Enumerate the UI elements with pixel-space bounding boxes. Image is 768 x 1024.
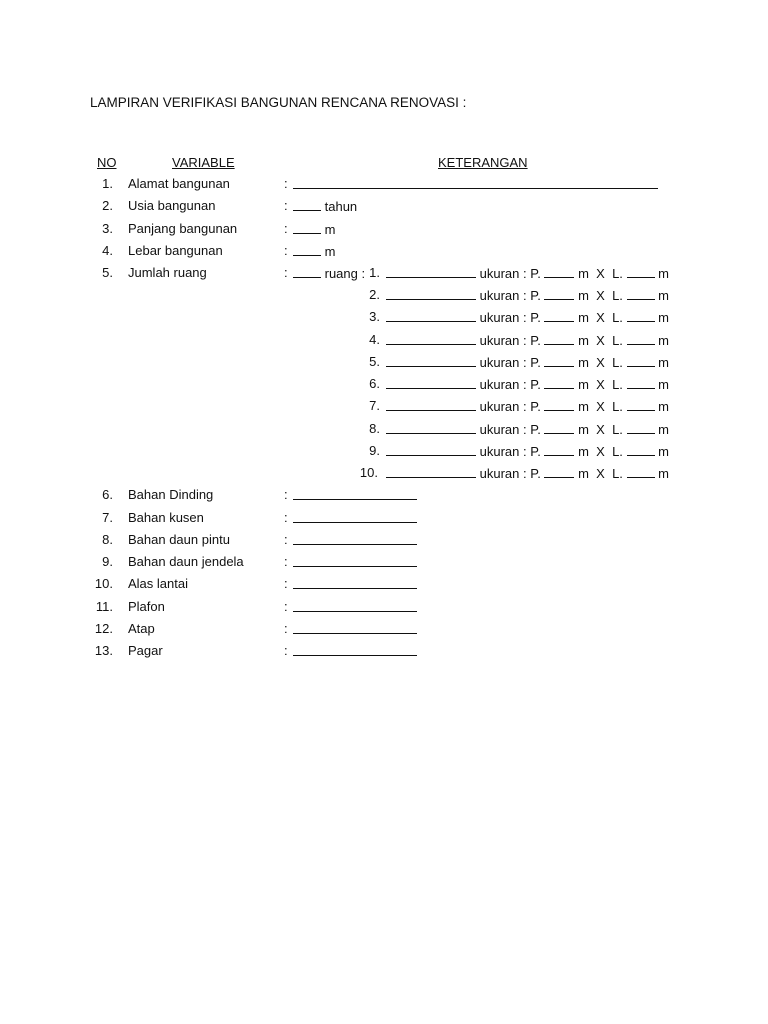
unit-m-label: m: [578, 377, 589, 392]
row-label: Atap: [128, 621, 155, 636]
unit-m-label: m: [658, 288, 669, 303]
lebar-blank[interactable]: [627, 464, 655, 478]
row-number: 10.: [94, 576, 113, 591]
panjang-blank[interactable]: [544, 375, 574, 389]
row-number: 2.: [102, 198, 113, 213]
room-name-blank[interactable]: [386, 353, 476, 367]
unit-m-label: m: [658, 444, 669, 459]
room-number: 9.: [369, 443, 380, 458]
x-label: X: [596, 399, 605, 414]
fill-in-blank[interactable]: [293, 531, 417, 545]
panjang-blank[interactable]: [544, 442, 574, 456]
row-label: Usia bangunan: [128, 198, 216, 213]
l-label: L.: [612, 266, 623, 281]
row-alamat: [0, 175, 768, 193]
panjang-blank[interactable]: [544, 331, 574, 345]
header-keterangan: KETERANGAN: [438, 155, 528, 170]
x-label: X: [596, 444, 605, 459]
row-number: 9.: [102, 554, 113, 569]
row-lebar: [0, 242, 768, 260]
unit-m-label: m: [658, 266, 669, 281]
colon: :: [284, 621, 288, 636]
l-label: L.: [612, 422, 623, 437]
row-number: 1.: [102, 176, 113, 191]
room-number: 5.: [369, 354, 380, 369]
x-label: X: [596, 266, 605, 281]
row-number: 7.: [102, 510, 113, 525]
l-label: L.: [612, 310, 623, 325]
unit-m-label: m: [578, 399, 589, 414]
ukuran-label: ukuran : P.: [479, 422, 541, 437]
fill-in-blank[interactable]: [293, 242, 321, 256]
unit-m-label: m: [578, 266, 589, 281]
row-panjang: [0, 220, 768, 238]
lebar-blank[interactable]: [627, 286, 655, 300]
room-number: 8.: [369, 421, 380, 436]
lebar-blank[interactable]: [627, 264, 655, 278]
room-name-blank[interactable]: [386, 464, 476, 478]
unit-m-label: m: [578, 288, 589, 303]
colon: :: [284, 176, 288, 191]
room-number: 7.: [369, 398, 380, 413]
header-variable: VARIABLE: [172, 155, 235, 170]
ukuran-label: ukuran : P.: [479, 333, 541, 348]
panjang-blank[interactable]: [544, 286, 574, 300]
lebar-blank[interactable]: [627, 442, 655, 456]
row-number: 11.: [95, 599, 113, 614]
unit-m-label: m: [658, 377, 669, 392]
x-label: X: [596, 333, 605, 348]
x-label: X: [596, 377, 605, 392]
x-label: X: [596, 466, 605, 481]
room-name-blank[interactable]: [386, 264, 476, 278]
room-number: 10.: [359, 465, 378, 480]
room-name-blank[interactable]: [386, 308, 476, 322]
panjang-blank[interactable]: [544, 464, 574, 478]
unit-label: ruang :: [324, 266, 366, 281]
fill-in-blank[interactable]: [293, 509, 417, 523]
room-name-blank[interactable]: [386, 397, 476, 411]
row-number: 5.: [102, 265, 113, 280]
lebar-blank[interactable]: [627, 375, 655, 389]
unit-m-label: m: [658, 422, 669, 437]
row-material: [0, 531, 768, 549]
unit-m-label: m: [578, 310, 589, 325]
room-number: 2.: [369, 287, 380, 302]
x-label: X: [596, 355, 605, 370]
unit-m-label: m: [578, 355, 589, 370]
fill-in-blank[interactable]: [293, 575, 417, 589]
colon: :: [284, 554, 288, 569]
unit-m-label: m: [578, 333, 589, 348]
lebar-blank[interactable]: [627, 353, 655, 367]
fill-in-blank[interactable]: [293, 220, 321, 234]
fill-in-blank[interactable]: [293, 553, 417, 567]
room-row: [0, 420, 768, 438]
room-name-blank[interactable]: [386, 420, 476, 434]
room-row: [0, 264, 768, 282]
row-label: Bahan Dinding: [128, 487, 214, 502]
l-label: L.: [612, 288, 623, 303]
lebar-blank[interactable]: [627, 331, 655, 345]
room-name-blank[interactable]: [386, 375, 476, 389]
panjang-blank[interactable]: [544, 353, 574, 367]
unit-m-label: m: [658, 399, 669, 414]
unit-label: m: [324, 244, 336, 259]
row-number: 4.: [102, 243, 113, 258]
ukuran-label: ukuran : P.: [479, 466, 541, 481]
ukuran-label: ukuran : P.: [479, 266, 541, 281]
room-number: 4.: [369, 332, 380, 347]
colon: :: [284, 487, 288, 502]
x-label: X: [596, 288, 605, 303]
fill-in-blank[interactable]: [293, 598, 417, 612]
colon: :: [284, 532, 288, 547]
ukuran-label: ukuran : P.: [479, 399, 541, 414]
ukuran-label: ukuran : P.: [479, 310, 541, 325]
room-row: [0, 375, 768, 393]
row-label: Alas lantai: [128, 576, 188, 591]
room-number: 6.: [369, 376, 380, 391]
fill-in-blank[interactable]: [293, 175, 658, 189]
panjang-blank[interactable]: [544, 308, 574, 322]
unit-label: m: [324, 222, 336, 237]
room-name-blank[interactable]: [386, 286, 476, 300]
colon: :: [284, 265, 288, 280]
room-row: [0, 331, 768, 349]
l-label: L.: [612, 466, 623, 481]
unit-m-label: m: [578, 444, 589, 459]
unit-m-label: m: [578, 422, 589, 437]
row-material: [0, 598, 768, 616]
room-row: [0, 464, 768, 482]
room-name-blank[interactable]: [386, 442, 476, 456]
room-number: 3.: [369, 309, 380, 324]
room-row: [0, 286, 768, 304]
row-material: [0, 642, 768, 660]
l-label: L.: [612, 355, 623, 370]
row-number: 3.: [102, 221, 113, 236]
unit-m-label: m: [578, 466, 589, 481]
lebar-blank[interactable]: [627, 308, 655, 322]
ukuran-label: ukuran : P.: [479, 377, 541, 392]
colon: :: [284, 198, 288, 213]
room-row: [0, 308, 768, 326]
unit-m-label: m: [658, 355, 669, 370]
row-number: 8.: [102, 532, 113, 547]
x-label: X: [596, 310, 605, 325]
panjang-blank[interactable]: [544, 264, 574, 278]
row-label: Alamat bangunan: [128, 176, 230, 191]
fill-in-blank[interactable]: [293, 642, 417, 656]
row-material: [0, 620, 768, 638]
fill-in-blank[interactable]: [293, 486, 417, 500]
room-row: [0, 353, 768, 371]
colon: :: [284, 576, 288, 591]
row-number: 12.: [94, 621, 113, 636]
colon: :: [284, 599, 288, 614]
row-label: Pagar: [128, 643, 163, 658]
colon: :: [284, 243, 288, 258]
l-label: L.: [612, 444, 623, 459]
l-label: L.: [612, 377, 623, 392]
lebar-blank[interactable]: [627, 397, 655, 411]
ukuran-label: ukuran : P.: [479, 355, 541, 370]
document-title: LAMPIRAN VERIFIKASI BANGUNAN RENCANA RENOVASI :: [90, 95, 467, 110]
panjang-blank[interactable]: [544, 397, 574, 411]
ukuran-label: ukuran : P.: [479, 288, 541, 303]
room-row: [0, 442, 768, 460]
room-number: 1.: [369, 265, 380, 280]
row-label: Panjang bangunan: [128, 221, 238, 236]
colon: :: [284, 510, 288, 525]
row-material: [0, 575, 768, 593]
colon: :: [284, 221, 288, 236]
l-label: L.: [612, 399, 623, 414]
unit-m-label: m: [658, 310, 669, 325]
row-label: Lebar bangunan: [128, 243, 223, 258]
row-label: Plafon: [128, 599, 165, 614]
row-number: 13.: [94, 643, 113, 658]
panjang-blank[interactable]: [544, 420, 574, 434]
room-name-blank[interactable]: [386, 331, 476, 345]
header-no: NO: [97, 155, 117, 170]
room-row: [0, 397, 768, 415]
unit-m-label: m: [658, 333, 669, 348]
row-label: Bahan daun jendela: [128, 554, 244, 569]
fill-in-blank[interactable]: [293, 620, 417, 634]
row-label: Jumlah ruang: [128, 265, 207, 280]
colon: :: [284, 643, 288, 658]
row-material: [0, 509, 768, 527]
ukuran-label: ukuran : P.: [479, 444, 541, 459]
l-label: L.: [612, 333, 623, 348]
row-material: [0, 486, 768, 504]
fill-in-blank[interactable]: [293, 197, 321, 211]
unit-m-label: m: [658, 466, 669, 481]
row-number: 6.: [102, 487, 113, 502]
row-label: Bahan kusen: [128, 510, 204, 525]
row-usia: [0, 197, 768, 215]
row-label: Bahan daun pintu: [128, 532, 230, 547]
lebar-blank[interactable]: [627, 420, 655, 434]
row-material: [0, 553, 768, 571]
unit-label: tahun: [324, 199, 358, 214]
x-label: X: [596, 422, 605, 437]
